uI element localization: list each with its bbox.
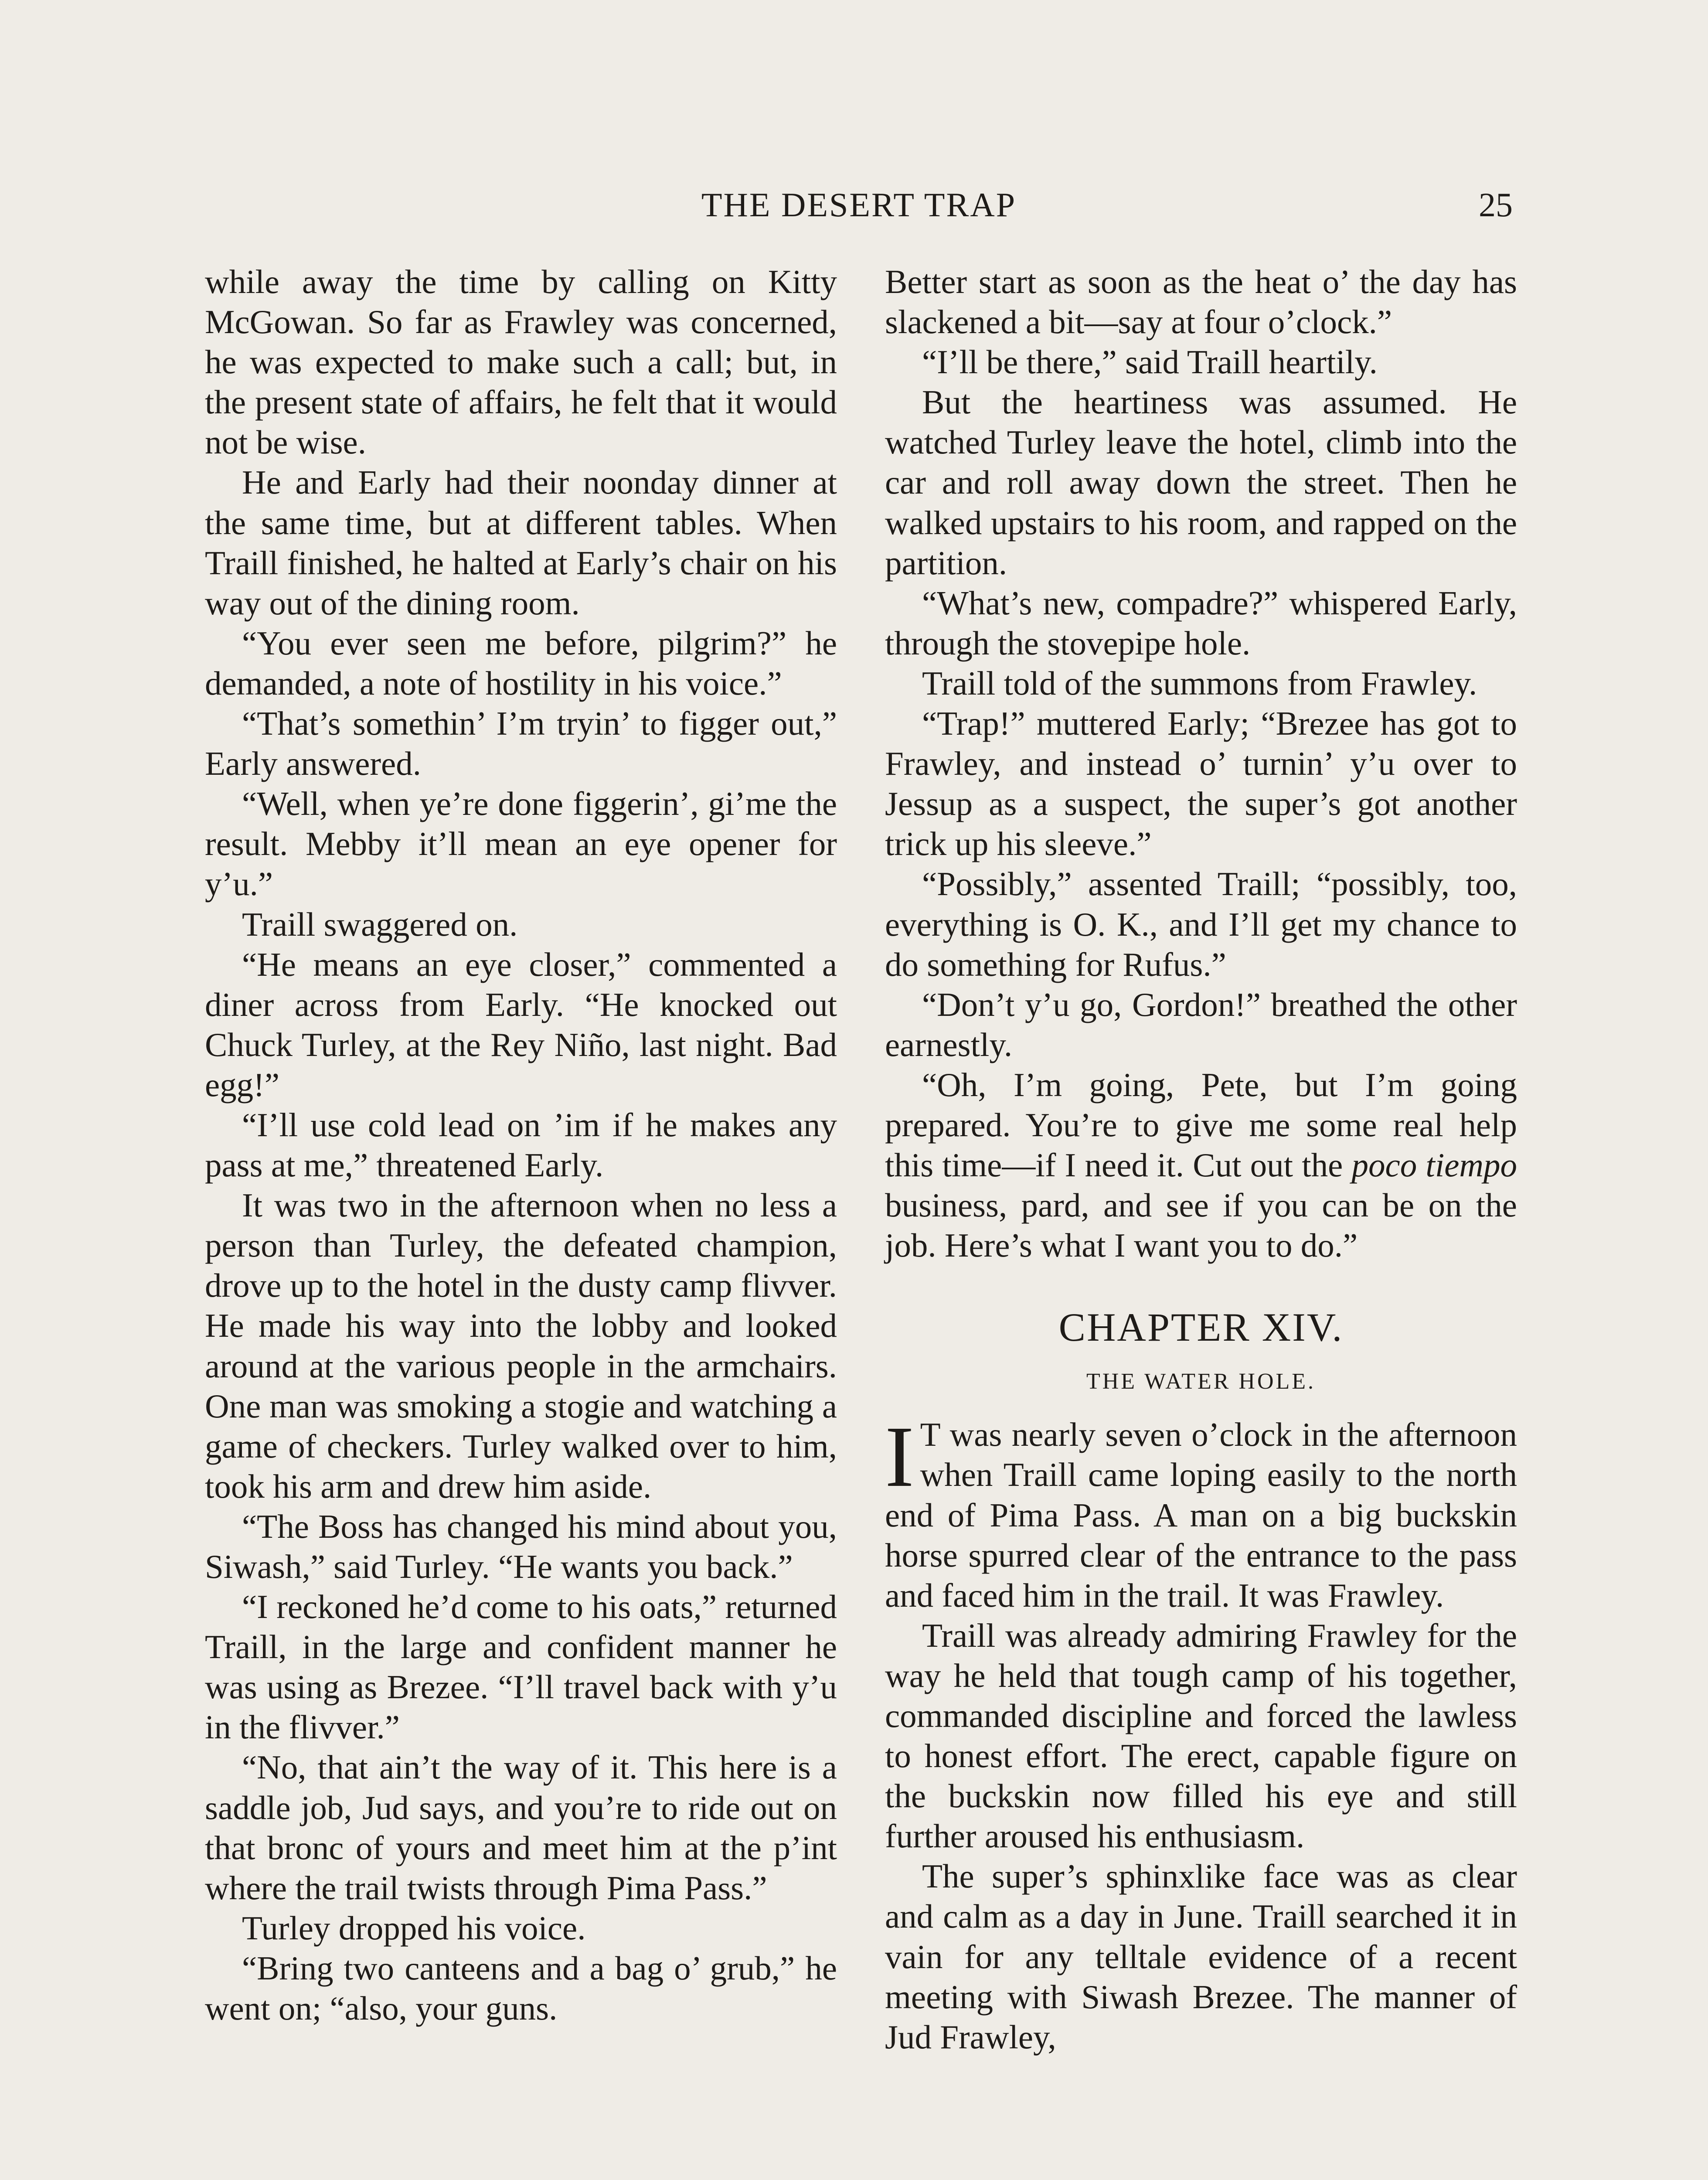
paragraph: while away the time by calling on Kitty McGowan. So far as Frawley was concerned, he was expected to make such a call; but, in the present state of affairs, he felt that it would not be wise.	[205, 263, 837, 461]
paragraph: Traill was already admiring Frawley for the way he held that tough camp of his together, commanded discipline and forced the lawless to honest effort. The erect, capable figure on the buckskin now filled his eye and still further aroused his enthusiasm.	[885, 1616, 1517, 1855]
text-run: T was nearly seven o’clock in the afternoon when Traill came loping easily to the north end of Pima Pass. A man on a big buckskin horse spurred clear of the entrance to the pass and faced him in the trail. It was Frawley.	[885, 1416, 1517, 1614]
chapter-subtitle: THE WATER HOLE.	[1086, 1369, 1316, 1394]
paragraph: “Possibly,” assented Traill; “possibly, too, everything is O. K., and I’ll get my chance to do something for Rufus.”	[885, 865, 1517, 983]
paragraph: “Trap!” muttered Early; “Brezee has got to Frawley, and instead o’ turnin’ y’u over to Jessup as a suspect, the super’s got another trick up his sleeve.”	[885, 705, 1517, 863]
paragraph: The super’s sphinxlike face was as clear and calm as a day in June. Traill searched it in vain for any telltale evidence of a recent meeting with Siwash Brezee. The manner of Jud Frawley,	[885, 1857, 1517, 2056]
paragraph: But the heartiness was assumed. He watched Turley leave the hotel, climb into the car and roll away down the street. Then he walked upstairs to his room, and rapped on the partition.	[885, 383, 1517, 582]
paragraph: “I’ll use cold lead on ’im if he makes any pass at me,” threatened Early.	[205, 1106, 837, 1184]
right-column	[885, 262, 1517, 2057]
chapter-title: CHAPTER XIV.	[1058, 1305, 1344, 1350]
paragraph: “I reckoned he’d come to his oats,” returned Traill, in the large and confident manner he was using as Brezee. “I’ll travel back with y’u in the flivver.”	[205, 1588, 837, 1746]
running-header	[205, 185, 1513, 233]
paragraph: “I’ll be there,” said Traill heartily.	[922, 343, 1378, 381]
text-run: business, pard, and see if you can be on the job. Here’s what I want you to do.”	[885, 1186, 1517, 1264]
paragraph-with-italic	[885, 1065, 1517, 1265]
paragraph: Better start as soon as the heat o’ the day has slackened a bit—say at four o’clock.”	[885, 263, 1517, 341]
drop-cap: I	[885, 1409, 914, 1506]
paragraph: “Well, when ye’re done figgerin’, gi’me the result. Mebby it’ll mean an eye opener for y’u.”	[205, 785, 837, 903]
paragraph: “He means an eye closer,” commented a diner across from Early. “He knocked out Chuck Turley, at the Rey Niño, last night. Bad egg!”	[205, 945, 837, 1104]
left-column	[205, 262, 837, 2028]
paragraph: “The Boss has changed his mind about you, Siwash,” said Turley. “He wants you back.”	[205, 1507, 837, 1585]
chapter-opening-paragraph	[885, 1409, 1517, 1615]
paragraph: “You ever seen me before, pilgrim?” he demanded, a note of hostility in his voice.”	[205, 624, 837, 702]
paragraph: It was two in the afternoon when no less a person than Turley, the defeated champion, drove up to the hotel in the dusty camp flivver. He made his way into the lobby and looked around at the various people in the armchairs. One man was smoking a stogie and watching a game of checkers. Turley walked over to him, took his arm and drew him aside.	[205, 1186, 837, 1505]
text-run: “Oh, I’m going, Pete, but I’m going prepared. You’re to give me some real help this time—if I need it. Cut out the	[885, 1066, 1517, 1184]
paragraph: “No, that ain’t the way of it. This here is a saddle job, Jud says, and you’re to ride out on that bronc of yours and meet him at the p’int where the trail twists through Pima Pass.”	[205, 1748, 837, 1907]
paragraph: “What’s new, compadre?” whispered Early, through the stovepipe hole.	[885, 584, 1517, 662]
paragraph: Traill swaggered on.	[242, 905, 518, 943]
paragraph: “Bring two canteens and a bag o’ grub,” he went on; “also, your guns.	[205, 1949, 837, 2027]
paragraph: “Don’t y’u go, Gordon!” breathed the other earnestly.	[885, 985, 1517, 1063]
italic-phrase: poco tiempo	[1351, 1146, 1517, 1184]
paragraph: “That’s somethin’ I’m tryin’ to figger out,” Early answered.	[205, 705, 837, 783]
page-number: 25	[1479, 186, 1513, 224]
paragraph: He and Early had their noonday dinner at the same time, but at different tables. When Traill finished, he halted at Early’s chair on his way out of the dining room.	[205, 463, 837, 622]
paragraph: Turley dropped his voice.	[242, 1909, 586, 1947]
running-title: THE DESERT TRAP	[701, 186, 1017, 224]
paragraph: Traill told of the summons from Frawley.	[922, 664, 1477, 702]
